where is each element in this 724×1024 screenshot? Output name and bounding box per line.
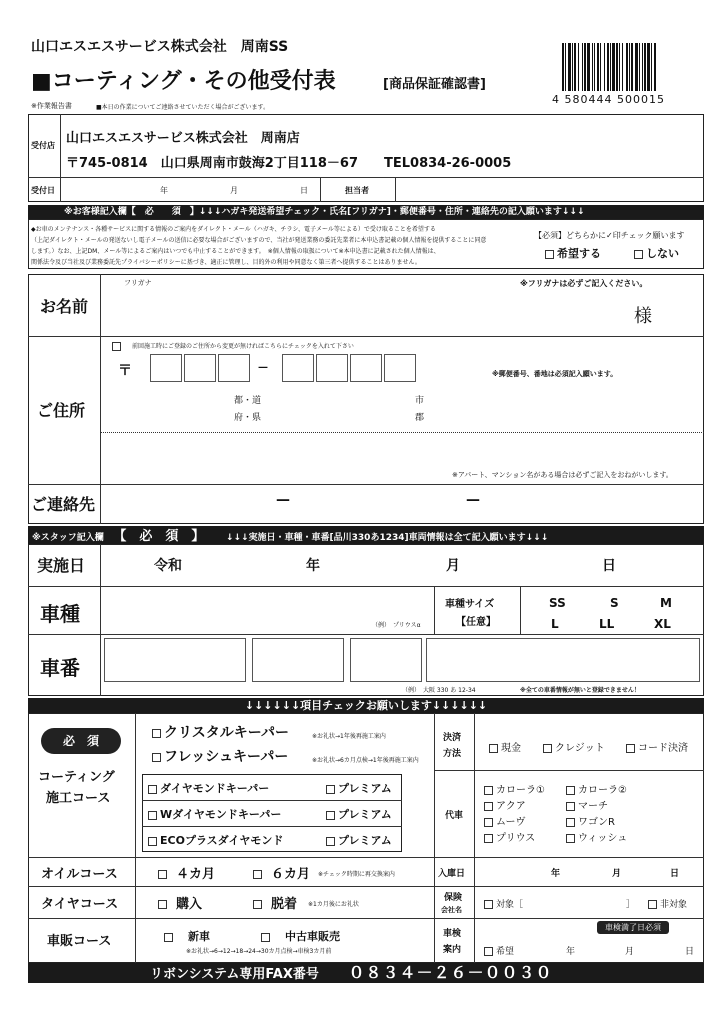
privacy-line-2: （上記ダイレクト・メールの発送ないし電子メールの送信に必要な場合がございますので、当社が発送業務の委託先業者に本申込書記載の個人情報を提供することに同意: [31, 237, 487, 244]
car-size-label: 車種サイズ: [445, 599, 495, 610]
insurance-label-1: 保険: [444, 893, 463, 903]
dm-yes-checkbox[interactable]: [545, 250, 554, 259]
payment-label-2: 方法: [443, 749, 462, 759]
substitute-col-2: [566, 783, 627, 847]
substitute-aqua-label: アクア: [496, 801, 526, 812]
reception-year: 年: [160, 186, 168, 195]
prev-address-text: 前回施工時にご登録のご住所から変更が無ければこちらにチェックを入れて下さい: [132, 343, 354, 350]
postal-digit-2[interactable]: [184, 354, 216, 382]
tire-buy-checkbox[interactable]: [158, 900, 167, 909]
check-section-bar: ↓↓↓↓↓↓項目チェックお願いします↓↓↓↓↓↓: [28, 698, 704, 713]
insurance-bracket-close: ］: [626, 900, 636, 910]
substitute-wagonr-label: ワゴンR: [578, 817, 615, 828]
dm-no-label: しない: [646, 247, 679, 260]
oil-4months-checkbox[interactable]: [158, 870, 167, 879]
inspection-label-2: 案内: [443, 945, 462, 955]
car-size-optional: 【任意】: [456, 617, 496, 628]
store-address: 〒745-0814 山口県周南市鼓海2丁目118－67 TEL0834-26-0005: [66, 156, 512, 171]
eco-premium-label: プレミアム: [338, 834, 392, 847]
substitute-col-1: [484, 783, 545, 847]
inspection-want-checkbox[interactable]: [484, 947, 493, 956]
car-number-label: 車番: [40, 656, 80, 680]
postal-mark: 〒: [118, 363, 132, 379]
plate-kana-field[interactable]: [350, 638, 422, 682]
crystal-option[interactable]: [152, 722, 289, 742]
address-label: ご住所: [37, 401, 86, 420]
inspection-day: 日: [685, 947, 695, 957]
fu-ken-label: 府・県: [234, 413, 262, 423]
entry-day: 日: [670, 869, 680, 879]
postal-digit-3[interactable]: [218, 354, 250, 382]
car-sales-used[interactable]: [261, 928, 340, 944]
substitute-wish-label: ウィッシュ: [578, 833, 628, 844]
substitute-label: 代車: [445, 811, 464, 821]
size-xl[interactable]: XL: [654, 617, 671, 631]
name-suffix: 様: [634, 306, 652, 327]
size-s[interactable]: S: [610, 596, 619, 610]
postal-digit-5[interactable]: [316, 354, 348, 382]
substitute-aqua[interactable]: [484, 799, 545, 815]
postal-digit-4[interactable]: [282, 354, 314, 382]
insurance-non-target-label: 非対象: [660, 900, 688, 910]
car-sales-used-label: 中古車販売: [285, 930, 340, 943]
payment-credit-label: クレジット: [555, 743, 605, 754]
inspection-label-1: 車検: [443, 929, 462, 939]
customer-section-bar: ※お客様記入欄【 必 須 】↓↓↓ハガキ発送希望チェック・氏名[フリガナ]・郵便番号・住所・連絡先の記入願います↓↓↓: [28, 205, 704, 219]
substitute-move[interactable]: [484, 815, 545, 831]
fresh-note: ※お礼状→6カ月点検→1年後再施工案内: [312, 757, 419, 764]
payment-cash-checkbox[interactable]: [489, 744, 498, 753]
staff-label: 担当者: [345, 186, 369, 195]
substitute-prius-label: プリウス: [496, 833, 536, 844]
substitute-wish-checkbox[interactable]: [566, 834, 575, 843]
size-l[interactable]: L: [551, 617, 559, 631]
wdiamond-premium-checkbox[interactable]: [326, 811, 335, 820]
payment-credit[interactable]: [543, 739, 605, 754]
name-label: お名前: [40, 297, 89, 316]
substitute-corolla1-label: カローラ①: [496, 785, 545, 796]
diamond-option[interactable]: [148, 780, 269, 796]
substitute-corolla1[interactable]: [484, 783, 545, 799]
payment-code[interactable]: [626, 739, 688, 754]
wdiamond-label: Wダイヤモンドキーパー: [160, 808, 282, 821]
staff-bar-label: ※スタッフ記入欄: [32, 533, 104, 543]
car-sales-new-label: 新車: [188, 930, 210, 943]
oil-6months[interactable]: [253, 863, 310, 882]
fresh-checkbox[interactable]: [152, 753, 161, 762]
dm-yes-label: 希望する: [557, 247, 601, 260]
execution-month: 月: [446, 558, 460, 574]
footer-bar: [28, 963, 704, 983]
tire-buy-label: 購入: [176, 897, 203, 912]
execution-era: 令和: [154, 558, 182, 574]
car-sales-used-checkbox[interactable]: [261, 933, 270, 942]
diamond-premium-option[interactable]: [326, 780, 392, 796]
barcode: [560, 43, 698, 91]
car-type-label: 車種: [40, 602, 80, 626]
gun-label: 郡: [415, 413, 425, 423]
dm-opt-no[interactable]: [634, 245, 679, 261]
insurance-target-checkbox[interactable]: [484, 900, 493, 909]
reception-date-label: 受付日: [31, 186, 55, 195]
car-sales-new[interactable]: [164, 928, 210, 944]
fresh-label: フレッシュキーパー: [164, 749, 289, 765]
substitute-prius-checkbox[interactable]: [484, 834, 493, 843]
substitute-march[interactable]: [566, 799, 627, 815]
substitute-march-label: マーチ: [578, 801, 608, 812]
execution-date-label: 実施日: [37, 556, 86, 575]
wdiamond-premium-label: プレミアム: [338, 808, 392, 821]
staff-section-bar: [28, 526, 704, 544]
insurance-non-target[interactable]: [648, 897, 687, 910]
contact-note: ■本日の作業についてご連絡させていただく場合がございます。: [96, 104, 270, 111]
execution-year: 年: [306, 558, 320, 574]
privacy-line-1: ◆お車のメンテナンス・各種サービスに関する情報のご案内をダイレクト・メール（ハガキ、チラシ、電子メール等による）で受け取ることを希望する: [31, 226, 436, 233]
contact-label: ご連絡先: [31, 495, 96, 514]
inspection-want-label: 希望: [496, 947, 515, 957]
execution-day: 日: [602, 558, 616, 574]
substitute-wish[interactable]: [566, 831, 627, 847]
contact-dash-1: —: [276, 492, 290, 508]
car-sales-note: ※お礼状→6→12→18→24→30カ月点検→車検3カ月前: [186, 948, 332, 955]
prev-address-checkbox[interactable]: [112, 342, 121, 351]
staff-bar-required: 【 必 須 】: [113, 529, 205, 544]
inspection-expiry-tag: 車検満了日必須: [597, 921, 669, 934]
staff-bar-text: ↓↓↓実施日・車種・車番[品川330あ1234]車両情報は全て記入願います↓↓↓: [225, 533, 549, 543]
eco-premium-option[interactable]: [326, 832, 392, 848]
insurance-target-label: 対象［: [496, 900, 524, 910]
inspection-month: 月: [625, 947, 635, 957]
substitute-corolla2-checkbox[interactable]: [566, 786, 575, 795]
privacy-text: [31, 224, 521, 268]
crystal-checkbox[interactable]: [152, 729, 161, 738]
substitute-wagonr[interactable]: [566, 815, 627, 831]
postal-note: ※郵便番号、番地は必須記入願います。: [492, 370, 618, 378]
furigana-note: ※フリガナは必ずご記入ください。: [520, 279, 648, 288]
privacy-line-3: します。）なお、上記DM、メール等によるご案内はいつでも中止することができます。 ※個人情報の取扱について※本申込書に記載された個人情報は、: [31, 248, 440, 255]
car-sales-new-checkbox[interactable]: [164, 933, 173, 942]
entry-date-label: 入庫日: [438, 869, 466, 879]
car-sales-label: 車販コース: [47, 934, 112, 949]
payment-cash[interactable]: [489, 739, 521, 754]
insurance-target[interactable]: [484, 897, 523, 910]
store-name: 山口エスエスサービス株式会社 周南店: [66, 131, 300, 146]
barcode-image: [560, 43, 698, 91]
dm-no-checkbox[interactable]: [634, 250, 643, 259]
size-ss[interactable]: SS: [549, 596, 566, 610]
oil-6months-checkbox[interactable]: [253, 870, 262, 879]
page-subtitle: [商品保証確認書]: [383, 77, 486, 92]
plate-number-field[interactable]: [426, 638, 700, 682]
substitute-corolla2[interactable]: [566, 783, 627, 799]
tire-remove[interactable]: [253, 893, 297, 912]
privacy-line-4: 関係法令及び当社及び業務委託先プライバシーポリシーに基づき、適正に管理し、目的外の利用や同意なく第三者へ提供することはありません。: [31, 259, 421, 266]
fax-label: リボンシステム専用FAX番号: [150, 967, 319, 982]
page-title: ■コーティング・その他受付表: [31, 69, 336, 94]
wdiamond-checkbox[interactable]: [148, 811, 157, 820]
fresh-option[interactable]: [152, 746, 288, 766]
insurance-label-2: 会社名: [441, 906, 462, 914]
coating-label-2: 施工コース: [46, 791, 111, 806]
prev-address-option[interactable]: [112, 341, 354, 351]
plate-region-field[interactable]: [104, 638, 246, 682]
payment-cash-label: 現金: [501, 743, 521, 754]
crystal-note: ※お礼状→1年後再施工案内: [312, 733, 386, 740]
tire-note: ※1カ月後にお礼状: [308, 901, 359, 908]
wdiamond-premium-option[interactable]: [326, 806, 392, 822]
apartment-note: ※アパート、マンション名がある場合は必ずご記入をおねがいします。: [452, 471, 673, 479]
car-number-note: ※全ての車番情報が無いと登録できません！: [520, 687, 640, 694]
postal-digit-6[interactable]: [350, 354, 382, 382]
dm-required-prompt: 【必須】どちらかに✓印チェック願います: [534, 231, 685, 240]
tire-remove-label: 脱着: [271, 897, 298, 912]
reception-day: 日: [300, 186, 308, 195]
payment-code-checkbox[interactable]: [626, 744, 635, 753]
substitute-prius[interactable]: [484, 831, 545, 847]
postal-digit-7[interactable]: [384, 354, 416, 382]
diamond-label: ダイヤモンドキーパー: [160, 782, 270, 795]
substitute-wagonr-checkbox[interactable]: [566, 818, 575, 827]
crystal-label: クリスタルキーパー: [164, 725, 290, 741]
eco-option[interactable]: [148, 832, 283, 848]
oil-4months-label: ４カ月: [176, 867, 216, 882]
oil-label: オイルコース: [41, 867, 118, 882]
eco-premium-checkbox[interactable]: [326, 837, 335, 846]
fax-number: ０８３４－２６－００３０: [348, 963, 553, 982]
payment-label-1: 決済: [443, 733, 462, 743]
size-m[interactable]: M: [660, 596, 672, 610]
dm-opt-yes[interactable]: [545, 245, 601, 261]
work-report-note: ※作業報告書: [31, 102, 72, 110]
plate-class-field[interactable]: [252, 638, 344, 682]
payment-code-label: コード決済: [638, 743, 688, 754]
oil-6months-label: ６カ月: [271, 867, 311, 882]
car-number-example: （例） 大阪 330 あ 12-34: [402, 687, 476, 694]
entry-year: 年: [551, 869, 561, 879]
tire-buy[interactable]: [158, 893, 202, 912]
substitute-aqua-checkbox[interactable]: [484, 802, 493, 811]
inspection-want[interactable]: [484, 944, 514, 957]
to-do-label: 都・道: [234, 396, 262, 406]
furigana-label: フリガナ: [124, 279, 152, 287]
diamond-checkbox[interactable]: [148, 785, 157, 794]
entry-month: 月: [612, 869, 622, 879]
size-ll[interactable]: LL: [599, 617, 615, 631]
contact-dash-2: —: [466, 492, 480, 508]
oil-note: ※チェック時期に再交換案内: [318, 871, 395, 878]
tire-label: タイヤコース: [41, 897, 119, 912]
company-name: 山口エスエスサービス株式会社 周南SS: [31, 39, 289, 55]
reception-month: 月: [230, 186, 238, 195]
coating-label-1: コーティング: [38, 770, 115, 785]
postal-digit-1[interactable]: [150, 354, 182, 382]
store-label: 受付店: [31, 141, 55, 150]
wdiamond-option[interactable]: [148, 806, 281, 822]
car-type-example: （例） プリウスα: [372, 622, 421, 629]
substitute-march-checkbox[interactable]: [566, 802, 575, 811]
substitute-move-label: ムーヴ: [496, 817, 526, 828]
postal-dash: —: [258, 362, 268, 373]
diamond-premium-label: プレミアム: [338, 782, 392, 795]
eco-label: ECOプラスダイヤモンド: [160, 834, 284, 847]
barcode-number: 4 580444 500015: [552, 93, 665, 106]
substitute-corolla1-checkbox[interactable]: [484, 786, 493, 795]
name-field[interactable]: [100, 289, 704, 336]
diamond-premium-checkbox[interactable]: [326, 785, 335, 794]
insurance-non-target-checkbox[interactable]: [648, 900, 657, 909]
substitute-move-checkbox[interactable]: [484, 818, 493, 827]
payment-credit-checkbox[interactable]: [543, 744, 552, 753]
tire-remove-checkbox[interactable]: [253, 900, 262, 909]
shi-label: 市: [415, 396, 425, 406]
substitute-corolla2-label: カローラ②: [578, 785, 627, 796]
coating-required-badge: 必 須: [41, 728, 121, 754]
inspection-year: 年: [566, 947, 576, 957]
eco-checkbox[interactable]: [148, 837, 157, 846]
oil-4months[interactable]: [158, 863, 215, 882]
